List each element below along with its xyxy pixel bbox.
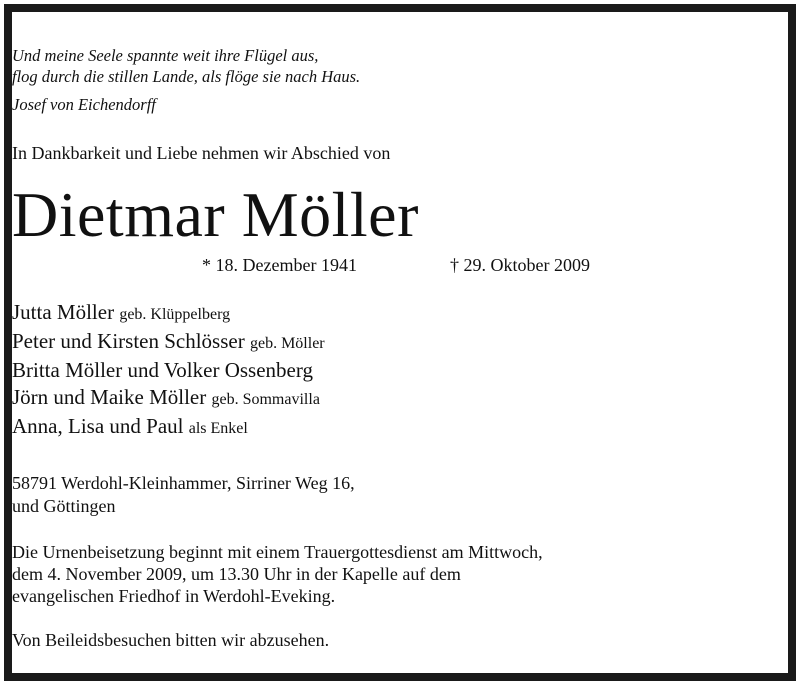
- death-date: † 29. Oktober 2009: [450, 255, 590, 275]
- mourner-note: geb. Sommavilla: [211, 391, 320, 408]
- ceremony-line: Die Urnenbeisetzung beginnt mit einem Trauergottesdienst am Mittwoch,: [12, 542, 543, 562]
- mourner-name: Britta Möller und Volker Ossenberg: [12, 358, 313, 382]
- mourner-entry: [12, 328, 788, 357]
- intro-text: In Dankbarkeit und Liebe nehmen wir Abschied von: [12, 143, 391, 163]
- poem-quote: [12, 45, 788, 87]
- address-line: und Göttingen: [12, 496, 116, 516]
- poem-line: Und meine Seele spannte weit ihre Flügel aus,: [12, 46, 319, 65]
- mourner-entry: [12, 413, 788, 442]
- poem-author: Josef von Eichendorff: [12, 95, 156, 114]
- mourner-name: Jutta Möller: [12, 300, 115, 324]
- mourner-note: geb. Möller: [249, 335, 325, 352]
- birth-date: * 18. Dezember 1941: [202, 255, 357, 275]
- mourner-note: geb. Klüppelberg: [119, 306, 231, 323]
- mourner-entry: [12, 299, 788, 328]
- poem-line: flog durch die stillen Lande, als flöge sie nach Haus.: [12, 67, 361, 86]
- address-line: 58791 Werdohl-Kleinhammer, Sirriner Weg 16,: [12, 473, 355, 493]
- closing-note: Von Beileidsbesuchen bitten wir abzusehen.: [12, 630, 330, 650]
- ceremony-notice: [12, 541, 788, 607]
- deceased-name: Dietmar Möller: [12, 179, 419, 250]
- ceremony-line: evangelischen Friedhof in Werdohl-Eveking.: [12, 586, 336, 606]
- mourners-list: [12, 299, 788, 442]
- ceremony-line: dem 4. November 2009, um 13.30 Uhr in der Kapelle auf dem: [12, 564, 461, 584]
- obituary-frame: [4, 4, 796, 681]
- family-address: [12, 472, 788, 518]
- mourner-entry: [12, 357, 788, 384]
- mourner-name: Peter und Kirsten Schlösser: [12, 329, 245, 353]
- mourner-name: Jörn und Maike Möller: [12, 385, 207, 409]
- mourner-note: als Enkel: [188, 420, 248, 437]
- mourner-entry: [12, 384, 788, 413]
- mourner-name: Anna, Lisa und Paul: [12, 414, 184, 438]
